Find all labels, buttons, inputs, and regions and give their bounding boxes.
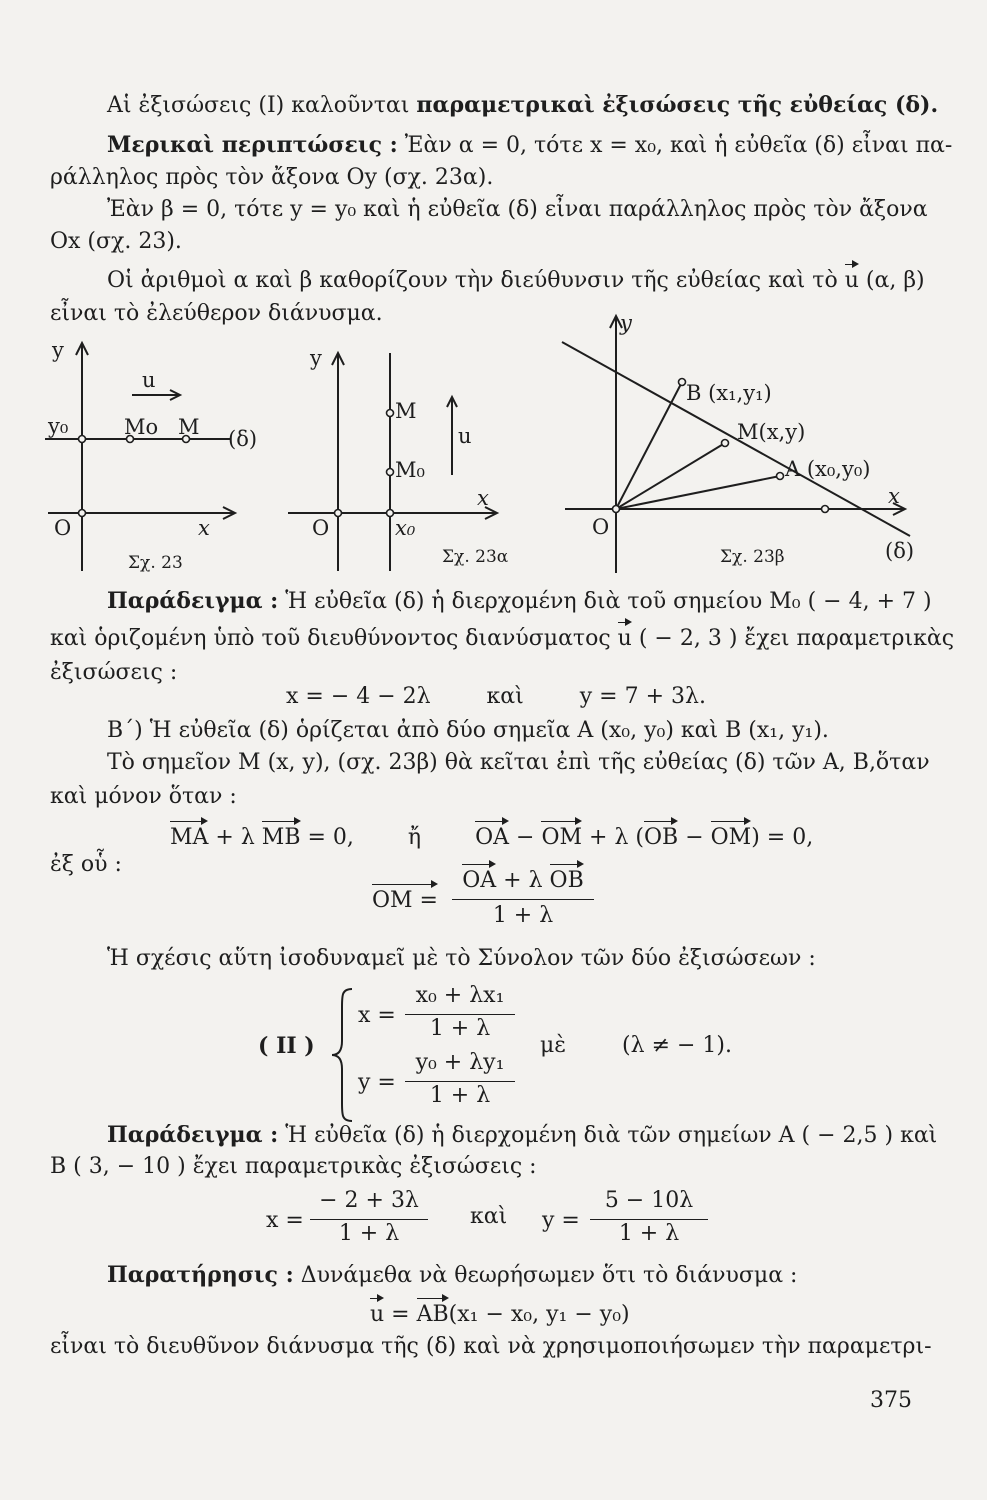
fig23-x-label: x: [198, 516, 210, 540]
fig23-y-label: y: [52, 338, 64, 362]
vector-u: u: [844, 268, 859, 293]
example-2-y-bar: [590, 1219, 708, 1220]
remark-text: Δυνάμεθα νὰ θεωρήσωμεν ὅτι τὸ διάνυσμα :: [300, 1263, 798, 1288]
om-denominator: 1 + λ: [492, 903, 554, 928]
om-numerator: [452, 868, 594, 893]
paragraph-definition: [107, 92, 938, 119]
fig23a-x-label: x: [477, 486, 489, 510]
example-1-heading: Παράδειγμα :: [107, 588, 279, 614]
example-1-equations: x = − 4 − 2λ καὶ y = 7 + 3λ.: [286, 684, 706, 709]
example-1-vector-u: u: [617, 626, 632, 651]
fig23a-x0-label: x₀: [395, 516, 416, 540]
page-number: 375: [870, 1388, 912, 1413]
vector-om-2: OM: [710, 825, 752, 850]
figure-23b: [560, 298, 950, 584]
fig23-u-label: u: [142, 368, 156, 392]
part-b-line-2: Τὸ σημεῖον M (x, y), (σχ. 23β) θὰ κεῖται ἐπὶ τῆς εὐθείας (δ) τῶν A, B,ὅταν: [107, 750, 930, 775]
example-2-heading: Παράδειγμα :: [107, 1122, 279, 1148]
direction-line-1: [107, 268, 925, 294]
whence-label: ἐξ οὗ :: [50, 852, 122, 877]
equation-end: ) = 0,: [751, 825, 814, 850]
figure-23b-drawing: [560, 298, 950, 580]
fig23a-caption: Σχ. 23α: [442, 547, 509, 567]
part-b-line-3: καὶ μόνον ὅταν :: [50, 784, 237, 809]
vector-oa: OA: [475, 825, 510, 850]
cases-line-4: Ox (σχ. 23).: [50, 229, 182, 254]
example-2-x-bar: [310, 1219, 428, 1220]
remark-vector-ab: AB: [416, 1302, 449, 1327]
om-lhs: [372, 888, 438, 914]
remark-vector-equation: [370, 1302, 630, 1328]
cases-line-3: Ἐὰν β = 0, τότε y = y₀ καὶ ἡ εὐθεῖα (δ) εἶναι παράλληλος πρὸς τὸν ἄξονα: [107, 197, 928, 222]
fig23b-origin-label: O: [592, 515, 610, 539]
or-word: ἤ: [407, 825, 422, 850]
system-ii-condition: μὲ (λ ≠ − 1).: [540, 1033, 732, 1058]
fig23a-origin-label: O: [312, 516, 330, 540]
plus-lambda: + λ: [215, 825, 255, 850]
system-ii-y-bar: [405, 1081, 515, 1082]
fig23b-x-label: x: [888, 484, 900, 508]
cases-heading: Μερικαὶ περιπτώσεις :: [107, 132, 398, 158]
plus-lambda-2: + λ (: [589, 825, 644, 850]
system-ii-x-denominator: 1 + λ: [429, 1016, 491, 1041]
minus-sign: −: [516, 825, 535, 850]
direction-text: Οἱ ἀριθμοὶ α καὶ β καθορίζουν τὴν διεύθυνσιν τῆς εὐθείας καὶ τὸ: [107, 268, 838, 293]
fig23b-a-label: A (x₀,y₀): [785, 457, 871, 481]
cases-line-2: ράλληλος πρὸς τὸν ἄξονα Oy (σχ. 23α).: [50, 165, 494, 190]
fig23b-m-label: M(x,y): [737, 420, 806, 444]
fig23-caption: Σχ. 23: [128, 553, 183, 573]
equals-zero: = 0,: [307, 825, 354, 850]
example-1-line-2: [50, 626, 954, 652]
fig23-m0-label: Mo: [124, 415, 159, 439]
example-2-y-denominator: 1 + λ: [618, 1221, 680, 1246]
fig23a-m-label: M: [395, 399, 417, 423]
example-2-x-denominator: 1 + λ: [338, 1221, 400, 1246]
fig23b-b-label: B (x₁,y₁): [686, 381, 772, 405]
example-2-line-2: B ( 3, − 10 ) ἔχει παραμετρικὰς ἐξισώσεις :: [50, 1154, 537, 1179]
vector-ma: MA: [170, 825, 209, 850]
example-2-x: x =: [266, 1208, 304, 1233]
example-2-and: καὶ: [470, 1204, 508, 1229]
remark-vector-u: u: [370, 1302, 385, 1327]
fig23a-u-label: u: [458, 424, 472, 448]
direction-line-2: εἶναι τὸ ἐλεύθερον διάνυσμα.: [50, 301, 383, 326]
system-ii-y-numerator: y₀ + λy₁: [415, 1050, 505, 1075]
remark-line-1: [107, 1262, 797, 1289]
fig23b-caption: Σχ. 23β: [720, 547, 785, 567]
example-2-line-1: [107, 1122, 937, 1149]
vector-om-lhs: OM =: [372, 888, 438, 913]
example-1-line-3: ἐξισώσεις :: [50, 660, 178, 685]
system-ii-label: ( II ): [258, 1033, 315, 1059]
fig23a-y-label: y: [310, 346, 322, 370]
fig23-m-label: M: [178, 415, 200, 439]
part-b-line-1: Β΄) Ἡ εὐθεῖα (δ) ὁρίζεται ἀπὸ δύο σημεῖα A (x₀, y₀) καὶ B (x₁, y₁).: [107, 718, 829, 743]
equivalence-line: Ἡ σχέσις αὕτη ἰσοδυναμεῖ μὲ τὸ Σύνολον τῶν δύο ἐξισώσεων :: [107, 946, 816, 971]
figure-23a-drawing: [282, 335, 544, 580]
remark-equals: =: [391, 1302, 410, 1327]
fig23-d-label: (δ): [228, 427, 258, 451]
example-1-line-1: [107, 588, 932, 615]
minus-sign-2: −: [685, 825, 704, 850]
example-2-y-numerator: 5 − 10λ: [604, 1188, 694, 1213]
example-2-text: Ἡ εὐθεῖα (δ) ἡ διερχομένη διὰ τῶν σημείων A ( − 2,5 ) καὶ: [285, 1123, 938, 1148]
system-ii-y-denominator: 1 + λ: [429, 1083, 491, 1108]
figure-23: [40, 335, 280, 584]
example-2-x-numerator: − 2 + 3λ: [319, 1188, 419, 1213]
system-ii-x: x =: [358, 1003, 396, 1028]
figure-23a: [282, 335, 544, 584]
num-vector-oa: OA: [462, 868, 497, 893]
fig23b-y-label: y: [620, 311, 632, 335]
figure-23-drawing: [40, 335, 280, 580]
fig23a-m0-label: M₀: [395, 458, 425, 482]
system-ii-y: y =: [358, 1070, 396, 1095]
example-1-text: Ἡ εὐθεῖα (δ) ἡ διερχομένη διὰ τοῦ σημείου M₀ ( − 4, + 7 ): [285, 589, 932, 614]
system-ii-x-numerator: x₀ + λx₁: [415, 983, 505, 1008]
vector-ob: OB: [644, 825, 679, 850]
remark-heading: Παρατήρησις :: [107, 1262, 294, 1288]
num-vector-ob: OB: [549, 868, 584, 893]
remark-line-3: εἶναι τὸ διευθῦνον διάνυσμα τῆς (δ) καὶ νὰ χρησιμοποιήσωμεν τὴν παραμετρι-: [50, 1334, 932, 1359]
num-plus-lambda: + λ: [503, 868, 543, 893]
om-fraction-bar: [452, 899, 594, 900]
fig23-y0-label: y₀: [48, 414, 69, 438]
vector-equation: [170, 825, 813, 851]
definition-text: Αἱ ἐξισώσεις (I) καλοῦνται: [107, 93, 410, 118]
definition-bold: παραμετρικαὶ ἐξισώσεις τῆς εὐθείας (δ).: [416, 92, 939, 118]
example-1-text-2: καὶ ὁριζομένη ὑπὸ τοῦ διευθύνοντος διανύσματος: [50, 626, 611, 651]
example-2-y: y =: [542, 1208, 580, 1233]
system-ii-brace: [330, 985, 360, 1125]
vector-om: OM: [541, 825, 583, 850]
example-1-vector-components: ( − 2, 3 ) ἔχει παραμετρικὰς: [638, 626, 955, 651]
vector-mb: MB: [261, 825, 301, 850]
system-ii-x-bar: [405, 1014, 515, 1015]
direction-components: (α, β): [865, 268, 925, 293]
fig23b-d-label: (δ): [885, 539, 915, 563]
remark-components: (x₁ − x₀, y₁ − y₀): [448, 1302, 630, 1327]
cases-line-1: [107, 132, 952, 159]
fig23-origin-label: O: [54, 516, 72, 540]
cases-text-1: Ἐὰν α = 0, τότε x = x₀, καὶ ἡ εὐθεῖα (δ) εἶναι πα-: [404, 133, 953, 158]
